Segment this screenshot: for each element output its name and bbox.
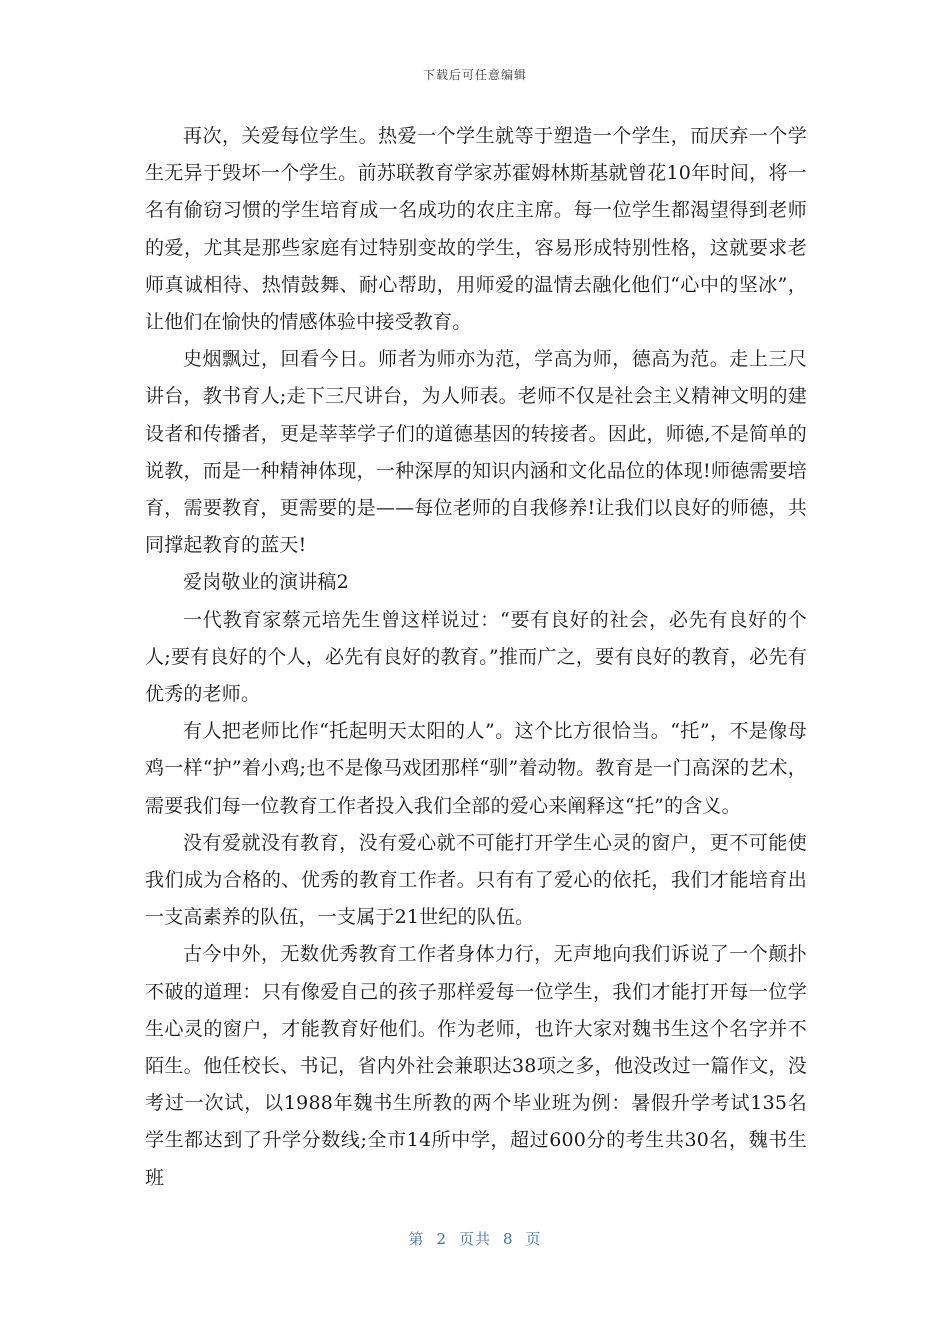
paragraph-teacher-ethics: 史烟飘过，回看今日。师者为师亦为范，学高为师，德高为范。走上三尺讲台，教书育人;走下三尺讲台，为人师表。老师不仅是社会主义精神文明的建设者和传播者，更是莘莘学子们的道德基因的转接者。因此，师德,不是简单的说教，而是一种精神体现，一种深厚的知识内涵和文化品位的体现!师德需要培育，需要教育，更需要的是——每位老师的自我修养!让我们以良好的师德，共同撑起教育的蓝天! bbox=[145, 348, 807, 557]
footer-total-pages: 8 bbox=[503, 1230, 514, 1248]
section-heading: 爱岗敬业的演讲稿2 bbox=[183, 571, 349, 594]
page-footer bbox=[0, 1228, 950, 1249]
footer-prefix: 第 bbox=[408, 1230, 425, 1248]
document-body bbox=[145, 118, 807, 1197]
paragraph-care-students: 再次，关爱每位学生。热爱一个学生就等于塑造一个学生，而厌弃一个学生无异于毁坏一个学生。前苏联教育学家苏霍姆林斯基就曾花10年时间，将一名有偷窃习惯的学生培育成一名成功的农庄主席。每一位学生都渴望得到老师的爱，尤其是那些家庭有过特别变故的学生，容易形成特别性格，这就要求老师真诚相待、热情鼓舞、耐心帮助，用师爱的温情去融化他们“心中的坚冰”，让他们在愉快的情感体验中接受教育。 bbox=[145, 125, 807, 334]
footer-page-number: 2 bbox=[436, 1230, 447, 1248]
paragraph-tuo-metaphor: 有人把老师比作“托起明天太阳的人”。这个比方很恰当。“托”，不是像母鸡一样“护”着小鸡;也不是像马戏团那样“驯”着动物。教育是一门高深的艺术，需要我们每一位教育工作者投入我们全部的爱心来阐释这“托”的含义。 bbox=[145, 720, 807, 817]
footer-middle: 页共 bbox=[458, 1230, 491, 1248]
page-header-note: 下载后可任意编辑 bbox=[422, 68, 527, 82]
footer-suffix: 页 bbox=[525, 1230, 542, 1248]
paragraph-love-education: 没有爱就没有教育，没有爱心就不可能打开学生心灵的窗户，更不可能使我们成为合格的、优秀的教育工作者。只有有了爱心的依托，我们才能培育出一支高素养的队伍，一支属于21世纪的队伍。 bbox=[145, 831, 807, 929]
paragraph-wei-shusheng: 古今中外，无数优秀教育工作者身体力行，无声地向我们诉说了一个颠扑不破的道理：只有像爱自己的孩子那样爱每一位学生，我们才能打开每一位学生心灵的窗户，才能教育好他们。作为老师，也许大家对魏书生这个名字并不陌生。他任校长、书记，省内外社会兼职达38项之多，他没改过一篇作文，没考过一次试，以1988年魏书生所教的两个毕业班为例：暑假升学考试135名学生都达到了升学分数线;全市14所中学，超过600分的考生共30名，魏书生班 bbox=[145, 943, 807, 1189]
paragraph-cai-yuanpei: 一代教育家蔡元培先生曾这样说过：“要有良好的社会，必先有良好的个人;要有良好的个人，必先有良好的教育。”推而广之，要有良好的教育，必先有优秀的老师。 bbox=[145, 608, 807, 706]
